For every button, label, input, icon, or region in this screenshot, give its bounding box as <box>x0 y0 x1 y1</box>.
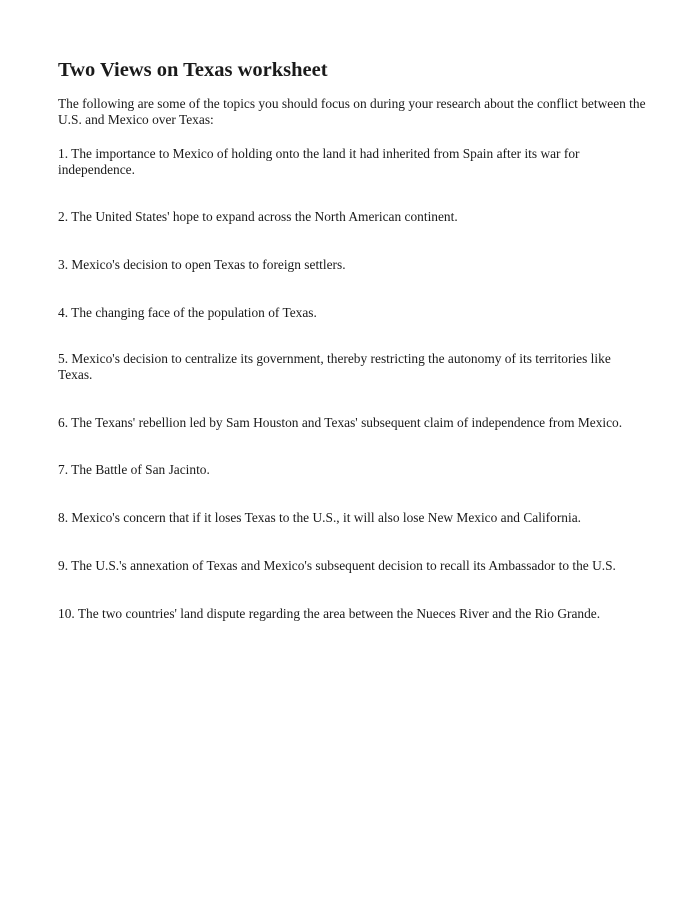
intro-paragraph: The following are some of the topics you should focus on during your research about the conflict between the U.S. and Mexico over Texas: <box>58 96 646 127</box>
topic-item-9: 9. The U.S.'s annexation of Texas and Mexico's subsequent decision to recall its Ambassador to the U.S. <box>58 558 616 573</box>
topic-item-1: 1. The importance to Mexico of holding onto the land it had inherited from Spain after its war for independence. <box>58 146 580 177</box>
topic-item-2: 2. The United States' hope to expand across the North American continent. <box>58 209 458 224</box>
topic-item-5: 5. Mexico's decision to centralize its government, thereby restricting the autonomy of its territories like Texas. <box>58 351 611 382</box>
topic-item-4: 4. The changing face of the population of Texas. <box>58 305 317 320</box>
topic-item-7: 7. The Battle of San Jacinto. <box>58 462 210 477</box>
page-title: Two Views on Texas worksheet <box>58 59 328 81</box>
topic-item-6: 6. The Texans' rebellion led by Sam Houston and Texas' subsequent claim of independence from Mexico. <box>58 415 623 430</box>
topic-item-8: 8. Mexico's concern that if it loses Texas to the U.S., it will also lose New Mexico and California. <box>58 510 581 525</box>
topic-item-3: 3. Mexico's decision to open Texas to foreign settlers. <box>58 257 346 272</box>
topic-item-10: 10. The two countries' land dispute regarding the area between the Nueces River and the Rio Grande. <box>58 606 601 621</box>
